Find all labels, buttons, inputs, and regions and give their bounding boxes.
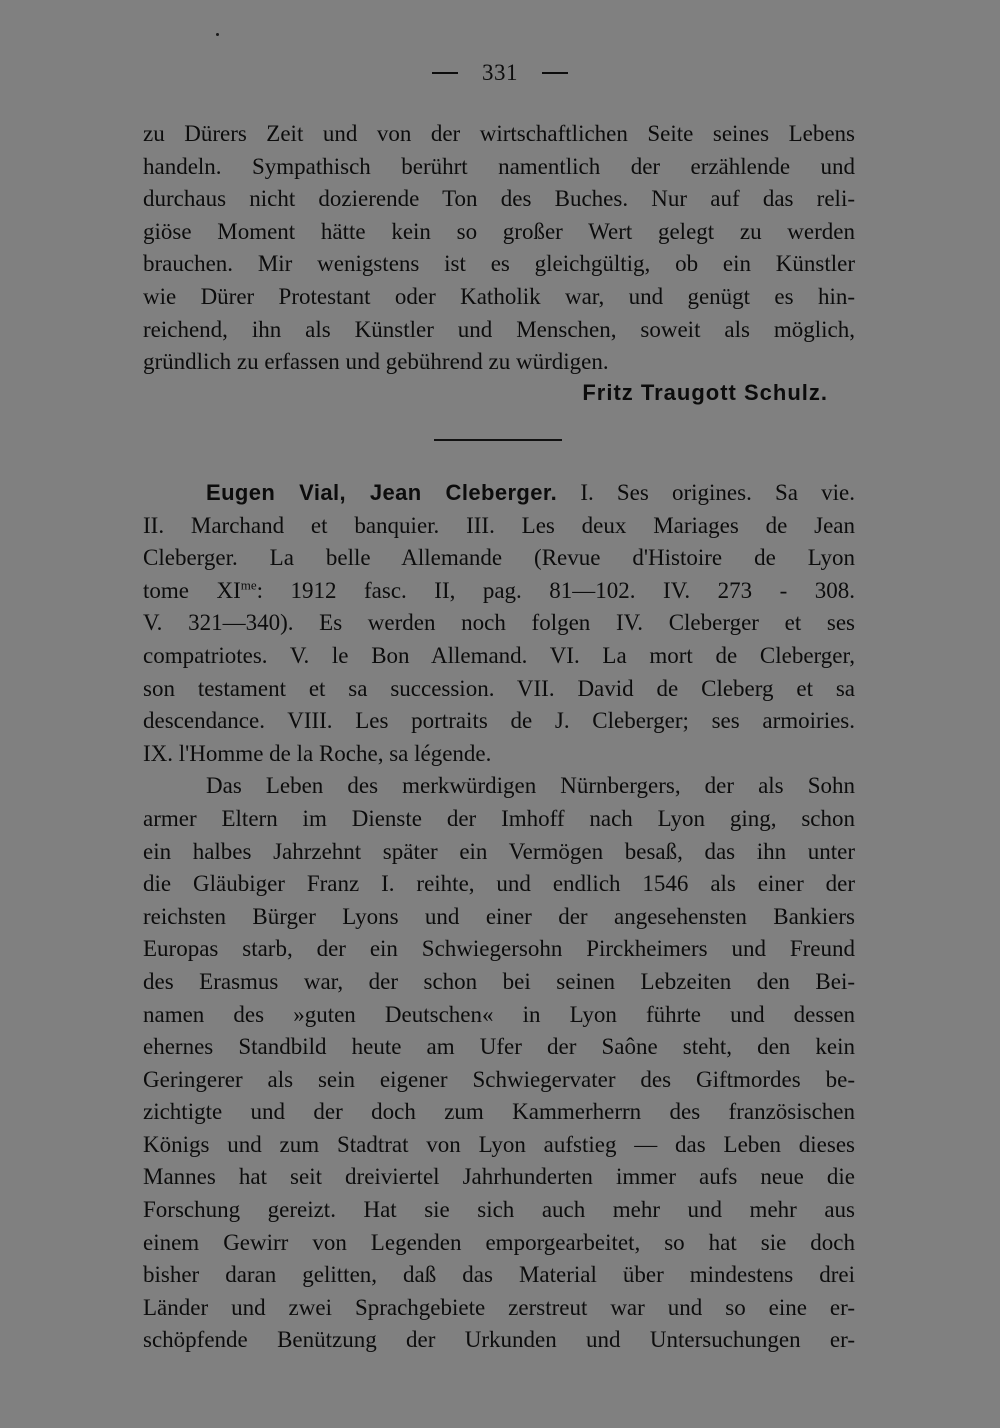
text-line: Länder und zwei Sprachgebiete zerstreut war und so eine er-: [143, 1294, 855, 1320]
dash-right: [542, 72, 568, 74]
dash-left: [432, 72, 458, 74]
review-2-text: [143, 477, 855, 1357]
text-line: Forschung gereizt. Hat sie sich auch mehr und mehr aus: [143, 1197, 855, 1223]
text-line: Cleberger. La belle Allemande (Revue d'Histoire de Lyon: [143, 545, 855, 571]
text-line: compatriotes. V. le Bon Allemand. VI. La mort de Cleberger,: [143, 642, 855, 668]
text-line: des Erasmus war, der schon bei seinen Lebzeiten den Bei-: [143, 968, 855, 994]
text-line: die Gläubiger Franz I. reihte, und endlich 1546 als einer der: [143, 871, 855, 897]
text-line: einem Gewirr von Legenden emporgearbeitet, so hat sie doch: [143, 1229, 855, 1255]
text-line: durchaus nicht dozierende Ton des Buches. Nur auf das reli-: [143, 186, 855, 212]
review-1-text: [143, 118, 855, 379]
text-line: II. Marchand et banquier. III. Les deux Mariages de Jean: [143, 512, 855, 538]
text-segment: : 1912 fasc. II, pag. 81—102. IV. 273 - 308.: [256, 577, 855, 603]
page-number-header: [0, 60, 1000, 86]
text-line: son testament et sa succession. VII. David de Cleberg et sa: [143, 675, 855, 701]
tome-line: [143, 575, 855, 608]
text-line: brauchen. Mir wenigstens ist es gleichgültig, ob ein Künstler: [143, 251, 855, 277]
text-line: schöpfende Benützung der Urkunden und Untersuchungen er-: [143, 1327, 855, 1353]
ink-speck: [216, 33, 219, 36]
text-line: Mannes hat seit dreiviertel Jahrhunderten immer aufs neue die: [143, 1164, 855, 1190]
superscript: me: [240, 577, 257, 593]
text-line: wie Dürer Protestant oder Katholik war, und genügt es hin-: [143, 283, 855, 309]
text-line: reichsten Bürger Lyons und einer der angesehensten Bankiers: [143, 903, 855, 929]
text-line: handeln. Sympathisch berührt namentlich der erzählende und: [143, 153, 855, 179]
page-number: 331: [482, 60, 518, 85]
text-line: ehernes Standbild heute am Ufer der Saône steht, den kein: [143, 1034, 855, 1060]
text-line: zichtigte und der doch zum Kammerherrn des französischen: [143, 1099, 855, 1125]
review-heading-line: [143, 477, 855, 510]
text-line: Geringerer als sein eigener Schwiegervater des Giftmordes be-: [143, 1066, 855, 1092]
review-1-signature: Fritz Traugott Schulz.: [582, 380, 828, 405]
text-line: giöse Moment hätte kein so großer Wert gelegt zu werden: [143, 218, 855, 244]
text-line: ein halbes Jahrzehnt später ein Vermögen besaß, das ihn unter: [143, 838, 855, 864]
text-line: IX. l'Homme de la Roche, sa légende.: [143, 740, 492, 766]
text-line: zu Dürers Zeit und von der wirtschaftlichen Seite seines Lebens: [143, 121, 855, 146]
text-line: Europas starb, der ein Schwiegersohn Pirckheimers und Freund: [143, 936, 855, 962]
text-line: reichend, ihn als Künstler und Menschen, soweit als möglich,: [143, 316, 855, 342]
text-segment: tome XI: [143, 577, 241, 603]
text-line: armer Eltern im Dienste der Imhoff nach Lyon ging, schon: [143, 805, 855, 831]
text-segment: I. Ses origines. Sa vie.: [580, 480, 855, 505]
review-heading: Eugen Vial, Jean Cleberger.: [206, 480, 558, 505]
text-line: bisher daran gelitten, daß das Material über mindestens drei: [143, 1262, 855, 1288]
text-line: namen des »guten Deutschen« in Lyon führte und dessen: [143, 1001, 855, 1027]
text-line: descendance. VIII. Les portraits de J. Cleberger; ses armoiries.: [143, 708, 855, 734]
text-line: Königs und zum Stadtrat von Lyon aufstieg — das Leben dieses: [143, 1131, 855, 1157]
text-line: V. 321—340). Es werden noch folgen IV. Cleberger et ses: [143, 610, 855, 636]
text-line: gründlich zu erfassen und gebührend zu würdigen.: [143, 349, 609, 375]
paragraph-first-line: Das Leben des merkwürdigen Nürnbergers, der als Sohn: [206, 773, 855, 799]
section-separator: [434, 439, 562, 441]
